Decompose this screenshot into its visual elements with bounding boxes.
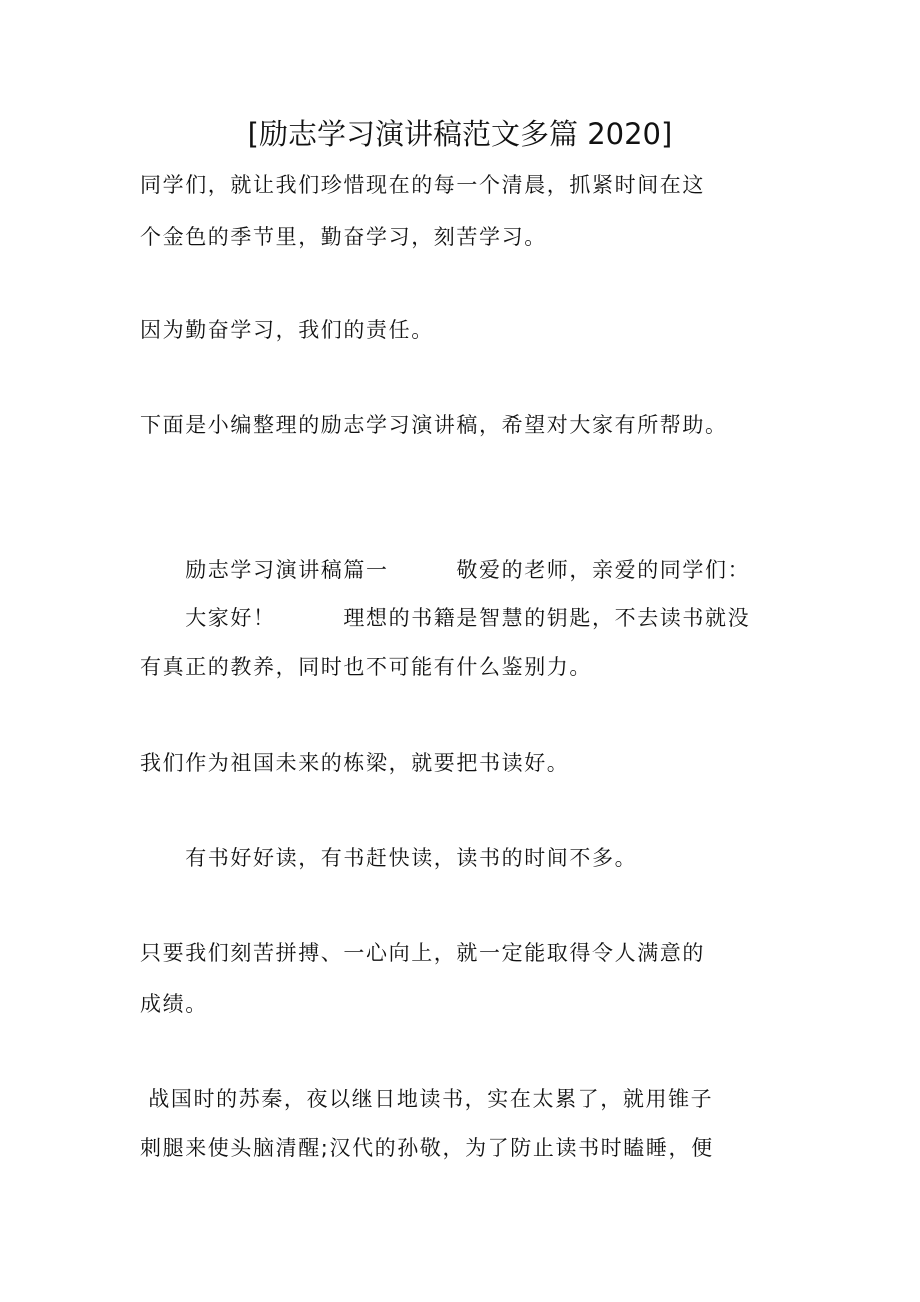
- body-line-9: 有书好好读，有书赶快读，读书的时间不多。: [140, 846, 638, 870]
- body-line-4: 下面是小编整理的励志学习演讲稿，希望对大家有所帮助。: [140, 413, 728, 437]
- document-title: [励志学习演讲稿范文多篇 2020]: [247, 117, 673, 151]
- body-line-11: 成绩。: [140, 992, 208, 1016]
- body-line-13: 刺腿来使头脑清醒;汉代的孙敬，为了防止读书时瞌睡，便: [140, 1136, 714, 1160]
- body-line-2: 个金色的季节里，勤奋学习，刻苦学习。: [140, 225, 547, 249]
- body-line-6: 大家好！ 理想的书籍是智慧的钥匙，不去读书就没: [140, 606, 751, 630]
- body-line-5: 励志学习演讲稿篇一 敬爱的老师，亲爱的同学们：: [140, 558, 751, 582]
- body-line-1: 同学们，就让我们珍惜现在的每一个清晨，抓紧时间在这: [140, 173, 705, 197]
- body-line-7: 有真正的教养，同时也不可能有什么鉴别力。: [140, 655, 592, 679]
- body-line-10: 只要我们刻苦拼搏、一心向上，就一定能取得令人满意的: [140, 941, 705, 965]
- body-line-12: 战国时的苏秦，夜以继日地读书，实在太累了，就用锥子: [140, 1087, 714, 1111]
- body-line-3: 因为勤奋学习，我们的责任。: [140, 318, 434, 342]
- body-line-8: 我们作为祖国未来的栋梁，就要把书读好。: [140, 751, 570, 775]
